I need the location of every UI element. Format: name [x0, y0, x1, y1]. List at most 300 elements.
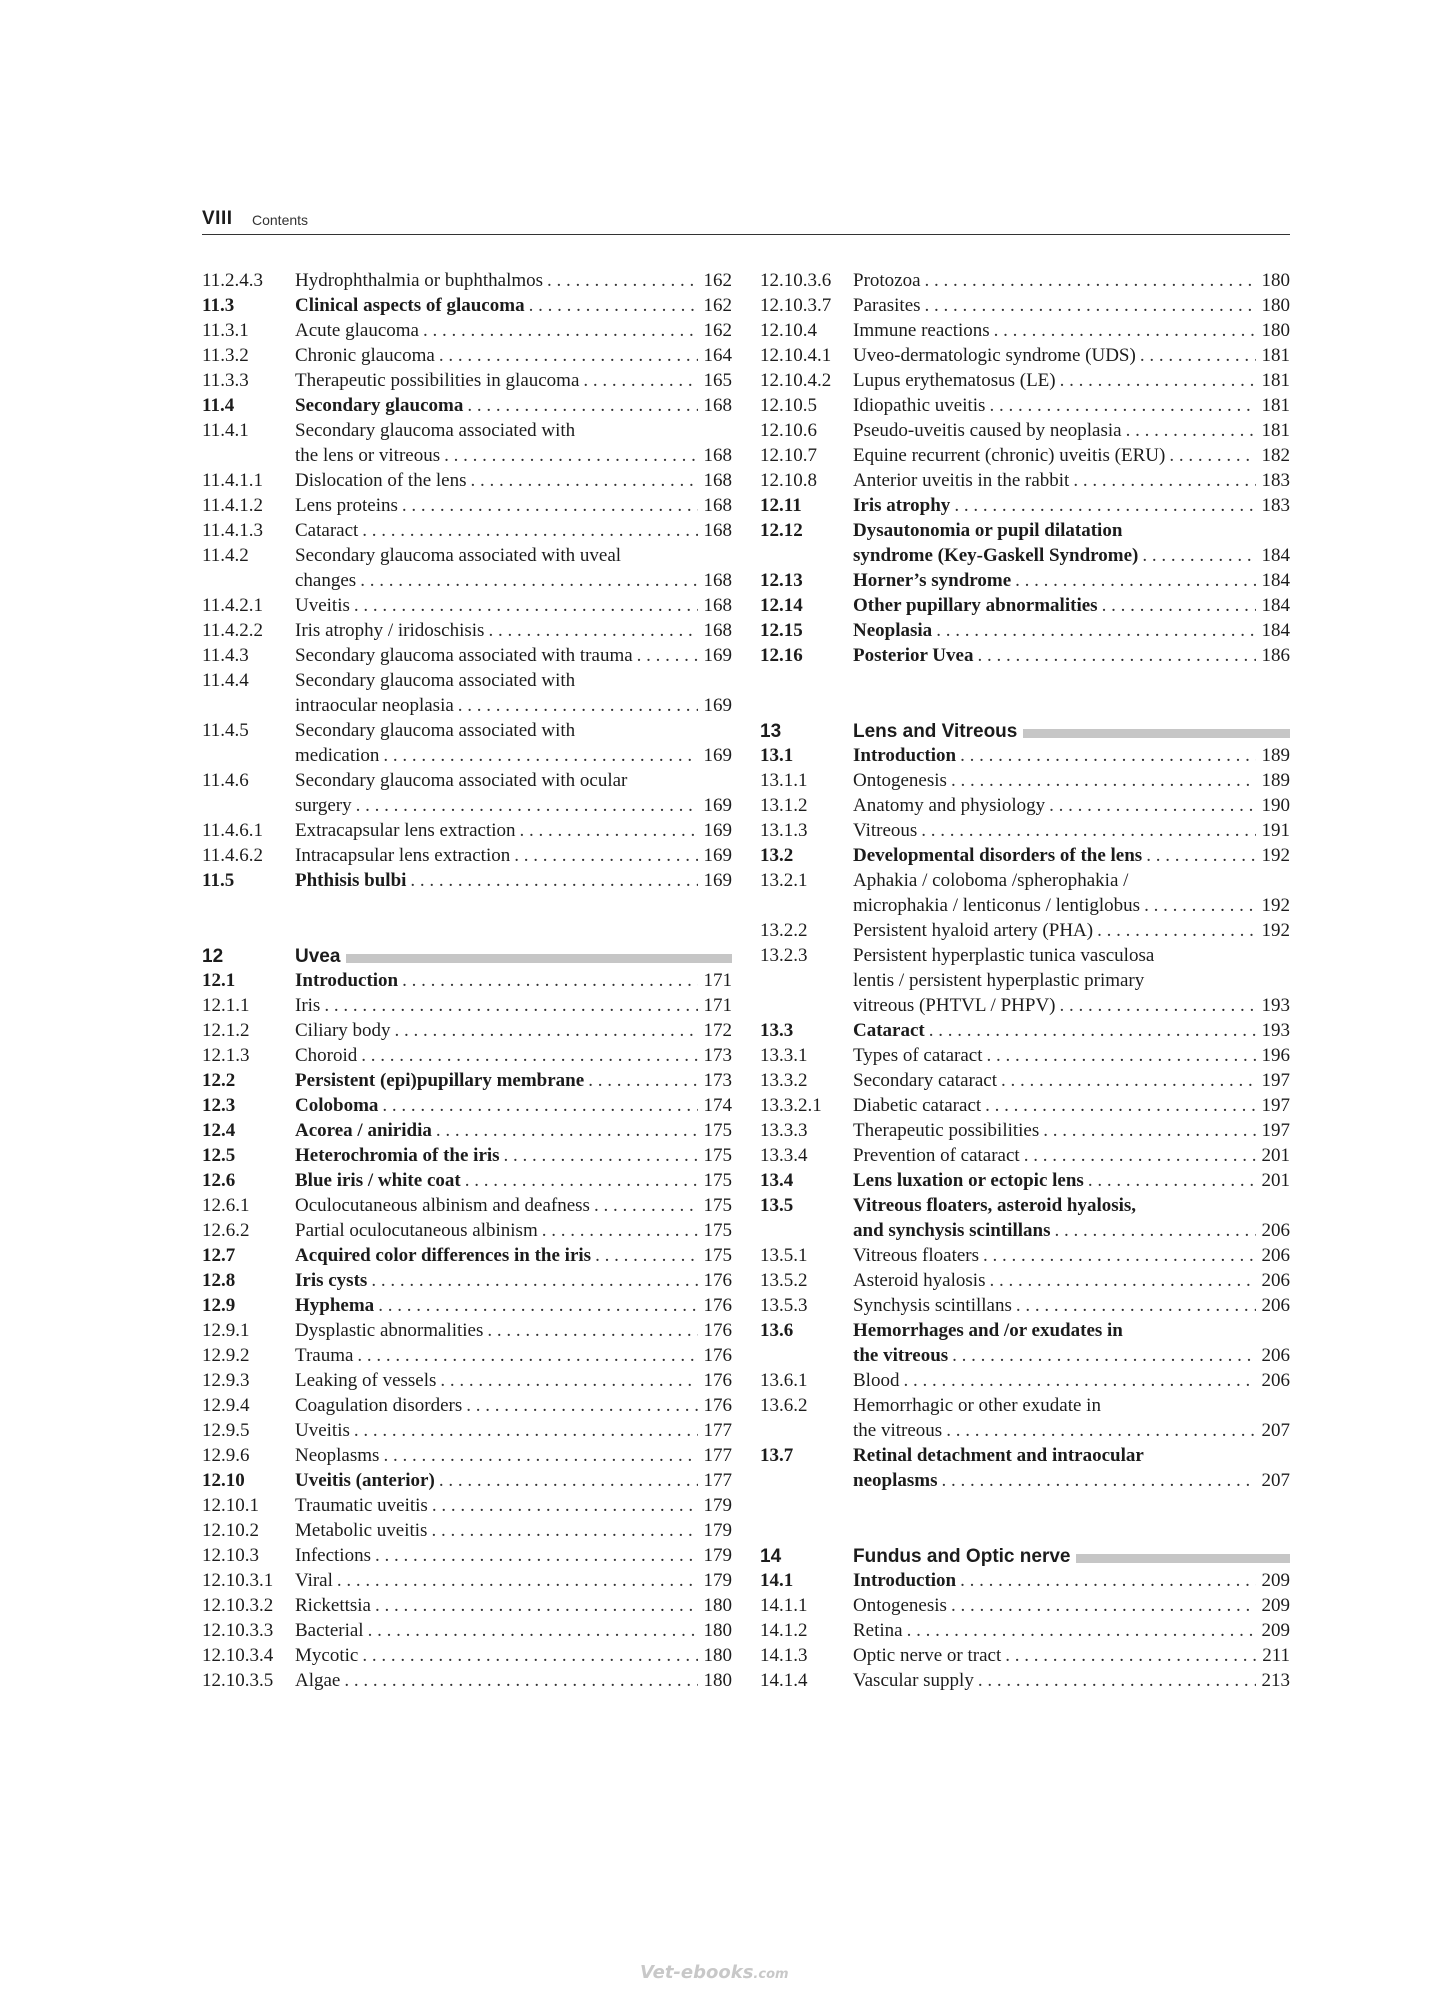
page-number: 207 — [1261, 1470, 1290, 1491]
entry-text — [295, 1468, 732, 1493]
dot-leader — [977, 643, 1256, 668]
entry-title: Vitreous floaters, asteroid hyalosis, — [853, 1195, 1137, 1216]
toc-entry — [202, 318, 732, 343]
entry-number: 13.5.1 — [760, 1245, 808, 1266]
entry-text — [295, 418, 732, 468]
entry-title: Hemorrhages and /or exudates in — [853, 1320, 1123, 1341]
entry-line — [295, 1618, 732, 1643]
entry-text — [295, 1243, 732, 1268]
entry-title: Traumatic uveitis — [295, 1495, 428, 1516]
dot-leader — [356, 793, 698, 818]
entry-line — [853, 1118, 1290, 1143]
entry-text — [853, 1243, 1290, 1268]
entry-title: Dislocation of the lens — [295, 470, 467, 491]
entry-title: Parasites — [853, 295, 921, 316]
page-number: 177 — [703, 1420, 732, 1441]
entry-number: 12.9 — [202, 1295, 236, 1316]
entry-line — [295, 1118, 732, 1143]
page-number: 173 — [703, 1070, 732, 1091]
dot-leader — [1097, 918, 1256, 943]
entry-number: 12.8 — [202, 1270, 236, 1291]
entry-number: 11.4.1.3 — [202, 520, 264, 541]
page-number: 179 — [703, 1495, 732, 1516]
entry-text — [853, 468, 1290, 493]
entry-title: Other pupillary abnormalities — [853, 595, 1098, 616]
page-number: 172 — [703, 1020, 732, 1041]
toc-entry — [760, 818, 1290, 843]
page-number: 189 — [1261, 770, 1290, 791]
toc-entry — [202, 1118, 732, 1143]
toc-entry — [760, 868, 1290, 918]
entry-title: microphakia / lenticonus / lentiglobus — [853, 895, 1141, 916]
entry-number: 12.10.3.2 — [202, 1595, 274, 1616]
entry-title: Hydrophthalmia or buphthalmos — [295, 270, 544, 291]
entry-line — [295, 468, 732, 493]
entry-title: Synchysis scintillans — [853, 1295, 1012, 1316]
chapter-number: 12 — [202, 946, 224, 967]
entry-number: 11.3.2 — [202, 345, 249, 366]
entry-line — [853, 1418, 1290, 1443]
entry-number: 13.5.2 — [760, 1270, 808, 1291]
page-number: 175 — [703, 1145, 732, 1166]
entry-text — [295, 1168, 732, 1193]
entry-line — [295, 1368, 732, 1393]
entry-line — [853, 843, 1290, 868]
toc-entry — [760, 268, 1290, 293]
toc-entry — [202, 343, 732, 368]
dot-leader — [423, 318, 698, 343]
entry-line — [295, 443, 732, 468]
chapter-number: 14 — [760, 1546, 782, 1567]
entry-line — [853, 893, 1290, 918]
toc-entry — [760, 443, 1290, 468]
page-number: 179 — [703, 1545, 732, 1566]
entry-text — [853, 393, 1290, 418]
entry-text — [295, 1368, 732, 1393]
page-number: 197 — [1261, 1070, 1290, 1091]
entry-text — [853, 768, 1290, 793]
entry-title: Phthisis bulbi — [295, 870, 407, 891]
entry-line — [853, 1568, 1290, 1593]
dot-leader — [1005, 1643, 1256, 1668]
entry-title: Extracapsular lens extraction — [295, 820, 516, 841]
entry-number: 12.1.2 — [202, 1020, 250, 1041]
entry-number: 13.3.1 — [760, 1045, 808, 1066]
dot-leader — [371, 1268, 698, 1293]
entry-text — [295, 493, 732, 518]
page-number: 209 — [1261, 1595, 1290, 1616]
dot-leader — [941, 1468, 1256, 1493]
toc-entry — [760, 568, 1290, 593]
page-number: 173 — [703, 1045, 732, 1066]
dot-leader — [1169, 443, 1256, 468]
entry-number: 13.6.2 — [760, 1395, 808, 1416]
entry-title: Secondary glaucoma associated with ocular — [295, 770, 628, 791]
entry-line — [295, 968, 732, 993]
page-number: 211 — [1262, 1645, 1290, 1666]
entry-text — [295, 768, 732, 818]
entry-line — [295, 1043, 732, 1068]
page-number: 181 — [1261, 420, 1290, 441]
page-number: 179 — [703, 1520, 732, 1541]
entry-number: 12.14 — [760, 595, 803, 616]
entry-text — [295, 993, 732, 1018]
entry-text — [295, 1568, 732, 1593]
toc-entry — [202, 1218, 732, 1243]
entry-title: Immune reactions — [853, 320, 990, 341]
dot-leader — [1102, 593, 1256, 618]
dot-leader — [520, 818, 698, 843]
entry-title: the vitreous — [853, 1345, 949, 1366]
entry-line — [853, 293, 1290, 318]
entry-line — [295, 293, 732, 318]
running-head: Contents — [252, 212, 309, 228]
entry-title: Partial oculocutaneous albinism — [295, 1220, 538, 1241]
dot-leader — [952, 1343, 1256, 1368]
entry-line — [295, 368, 732, 393]
toc-entry — [760, 343, 1290, 368]
entry-text — [853, 1643, 1290, 1668]
entry-line — [295, 668, 732, 693]
entry-number: 12.10.3.6 — [760, 270, 832, 291]
entry-title: Introduction — [295, 970, 399, 991]
dot-leader — [357, 1343, 698, 1368]
page-number: 169 — [703, 645, 732, 666]
entry-text — [853, 1118, 1290, 1143]
toc-entry — [760, 1093, 1290, 1118]
entry-text — [295, 1018, 732, 1043]
dot-leader — [378, 1293, 698, 1318]
entry-text — [295, 1218, 732, 1243]
entry-text — [295, 1043, 732, 1068]
entry-text — [295, 718, 732, 768]
entry-text — [295, 1293, 732, 1318]
toc-entry — [202, 868, 732, 893]
chapter-bar — [1023, 729, 1290, 738]
dot-leader — [471, 468, 699, 493]
entry-text — [853, 418, 1290, 443]
entry-number: 13.1.1 — [760, 770, 808, 791]
entry-title: Therapeutic possibilities in glaucoma — [295, 370, 580, 391]
dot-leader — [1024, 1143, 1256, 1168]
dot-leader — [439, 1468, 698, 1493]
entry-text — [295, 1393, 732, 1418]
toc-entry — [202, 1243, 732, 1268]
entry-text — [853, 1668, 1290, 1693]
dot-leader — [907, 1618, 1256, 1643]
entry-number: 12.9.6 — [202, 1445, 250, 1466]
entry-line — [295, 1168, 732, 1193]
toc-entry — [760, 1068, 1290, 1093]
entry-line — [295, 418, 732, 443]
entry-line — [295, 343, 732, 368]
page-number: 184 — [1261, 570, 1290, 591]
entry-title: Secondary glaucoma associated with — [295, 420, 576, 441]
entry-title: Bacterial — [295, 1620, 364, 1641]
entry-number: 12.9.2 — [202, 1345, 250, 1366]
entry-title: Uveitis — [295, 1420, 350, 1441]
entry-line — [295, 1143, 732, 1168]
page-number: 168 — [703, 570, 732, 591]
entry-text — [295, 968, 732, 993]
entry-text — [295, 293, 732, 318]
dot-leader — [1043, 1118, 1256, 1143]
entry-line — [853, 268, 1290, 293]
entry-number: 12.10.3.4 — [202, 1645, 274, 1666]
chapter-title: Lens and Vitreous — [853, 721, 1018, 742]
dot-leader — [1142, 543, 1256, 568]
toc-entry — [202, 1268, 732, 1293]
page-number: 206 — [1261, 1370, 1290, 1391]
dot-leader — [368, 1618, 698, 1643]
toc-entry — [202, 993, 732, 1018]
page-number: 169 — [703, 745, 732, 766]
entry-number: 12.10.4.1 — [760, 345, 832, 366]
dot-leader — [547, 268, 698, 293]
entry-title: Coagulation disorders — [295, 1395, 463, 1416]
dot-leader — [929, 1018, 1256, 1043]
entry-number: 13.1.3 — [760, 820, 808, 841]
entry-number: 13.3.4 — [760, 1145, 808, 1166]
watermark-text: Vet-ebooks — [640, 1962, 754, 1983]
entry-text — [853, 343, 1290, 368]
dot-leader — [951, 768, 1256, 793]
toc-entry — [202, 368, 732, 393]
toc-entry — [202, 718, 732, 768]
toc-entry — [202, 1093, 732, 1118]
toc-entry — [760, 618, 1290, 643]
entry-line — [853, 1193, 1290, 1218]
dot-leader — [983, 1243, 1256, 1268]
page-number: 197 — [1261, 1120, 1290, 1141]
toc-entry — [202, 1518, 732, 1543]
entry-number: 12.9.5 — [202, 1420, 250, 1441]
page-number: 180 — [1261, 270, 1290, 291]
page-number: 182 — [1261, 445, 1290, 466]
entry-line — [295, 868, 732, 893]
toc-entry — [760, 1443, 1290, 1493]
entry-line — [853, 543, 1290, 568]
entry-number: 12.6 — [202, 1170, 236, 1191]
entry-text — [295, 468, 732, 493]
entry-title: Blue iris / white coat — [295, 1170, 461, 1191]
dot-leader — [994, 318, 1256, 343]
entry-title: and synchysis scintillans — [853, 1220, 1051, 1241]
toc-entry — [202, 1568, 732, 1593]
entry-number: 12.5 — [202, 1145, 236, 1166]
entry-line — [295, 518, 732, 543]
page-number: 169 — [703, 845, 732, 866]
entry-title: Posterior Uvea — [853, 645, 974, 666]
entry-text — [853, 318, 1290, 343]
entry-title: Retinal detachment and intraocular — [853, 1445, 1144, 1466]
entry-title: Mycotic — [295, 1645, 359, 1666]
entry-text — [295, 268, 732, 293]
toc-entry — [202, 493, 732, 518]
entry-line — [295, 1343, 732, 1368]
entry-title: Ontogenesis — [853, 1595, 947, 1616]
toc-entry — [760, 1243, 1290, 1268]
page-number: 164 — [703, 345, 732, 366]
dot-leader — [444, 443, 698, 468]
entry-text — [853, 368, 1290, 393]
page-number: 183 — [1261, 470, 1290, 491]
toc-entry — [202, 1443, 732, 1468]
entry-line — [295, 1668, 732, 1693]
entry-text — [853, 1268, 1290, 1293]
page-number: 209 — [1261, 1570, 1290, 1591]
entry-text — [853, 843, 1290, 868]
toc-entry — [202, 1193, 732, 1218]
entry-number: 13.2 — [760, 845, 794, 866]
entry-text — [295, 818, 732, 843]
page-number: 177 — [703, 1445, 732, 1466]
page-number: 168 — [703, 445, 732, 466]
entry-title: Dysautonomia or pupil dilatation — [853, 520, 1123, 541]
entry-line — [853, 1043, 1290, 1068]
entry-text — [295, 543, 732, 593]
entry-title: Retina — [853, 1620, 903, 1641]
entry-text — [295, 1543, 732, 1568]
entry-line — [853, 968, 1290, 993]
dot-leader — [960, 743, 1256, 768]
entry-number: 12.6.2 — [202, 1220, 250, 1241]
entry-text — [295, 668, 732, 718]
entry-title: Introduction — [853, 745, 957, 766]
page-number: 175 — [703, 1195, 732, 1216]
entry-title: Trauma — [295, 1345, 354, 1366]
dot-leader — [951, 1593, 1256, 1618]
page-number: 189 — [1261, 745, 1290, 766]
entry-text — [853, 1318, 1290, 1368]
page-number: 193 — [1261, 995, 1290, 1016]
dot-leader — [467, 393, 698, 418]
entry-title: Neoplasia — [853, 620, 933, 641]
entry-title: intraocular neoplasia — [295, 695, 454, 716]
toc-entry — [202, 1043, 732, 1068]
dot-leader — [344, 1668, 698, 1693]
page-number: 169 — [703, 870, 732, 891]
toc-entry — [760, 1193, 1290, 1243]
toc-entry — [760, 318, 1290, 343]
entry-line — [853, 393, 1290, 418]
dot-leader — [488, 618, 698, 643]
entry-number: 11.4.4 — [202, 670, 249, 691]
page-number: 176 — [703, 1320, 732, 1341]
entry-number: 12.3 — [202, 1095, 236, 1116]
entry-title: Secondary cataract — [853, 1070, 997, 1091]
chapter-heading — [760, 718, 1290, 743]
entry-line — [853, 318, 1290, 343]
entry-line — [853, 493, 1290, 518]
page-number: 191 — [1261, 820, 1290, 841]
entry-number: 11.4.3 — [202, 645, 249, 666]
page-header — [202, 208, 1290, 234]
entry-line — [295, 618, 732, 643]
entry-line — [295, 843, 732, 868]
page-number: 168 — [703, 595, 732, 616]
dot-leader — [1049, 793, 1256, 818]
toc-entry — [202, 1343, 732, 1368]
entry-number: 14.1.4 — [760, 1670, 808, 1691]
entry-text — [295, 318, 732, 343]
entry-text — [295, 1643, 732, 1668]
entry-line — [853, 1093, 1290, 1118]
entry-number: 11.4.2 — [202, 545, 249, 566]
entry-number: 13.5 — [760, 1195, 794, 1216]
page-number: 180 — [703, 1620, 732, 1641]
dot-leader — [432, 1493, 698, 1518]
entry-title: Anterior uveitis in the rabbit — [853, 470, 1070, 491]
toc-entry — [202, 1418, 732, 1443]
entry-line — [853, 1443, 1290, 1468]
entry-line — [295, 693, 732, 718]
entry-number: 12.1.3 — [202, 1045, 250, 1066]
entry-text — [295, 393, 732, 418]
chapter-bar — [1076, 1554, 1290, 1563]
page-number: 169 — [703, 820, 732, 841]
toc-entry — [202, 1493, 732, 1518]
entry-line — [853, 1343, 1290, 1368]
entry-line — [295, 768, 732, 793]
entry-line — [295, 1393, 732, 1418]
entry-title: Leaking of vessels — [295, 1370, 437, 1391]
entry-title: changes — [295, 570, 357, 591]
toc-entry — [202, 418, 732, 468]
entry-number: 14.1 — [760, 1570, 794, 1591]
entry-number: 11.4.5 — [202, 720, 249, 741]
entry-number: 13.3 — [760, 1020, 794, 1041]
entry-number: 11.4.1.1 — [202, 470, 264, 491]
entry-line — [295, 1543, 732, 1568]
entry-text — [853, 1293, 1290, 1318]
entry-title: Uveitis (anterior) — [295, 1470, 435, 1491]
entry-line — [295, 718, 732, 743]
entry-number: 12.10 — [202, 1470, 245, 1491]
entry-title: Clinical aspects of glaucoma — [295, 295, 525, 316]
entry-title: Choroid — [295, 1045, 358, 1066]
entry-title: Coloboma — [295, 1095, 379, 1116]
toc-entry — [760, 518, 1290, 568]
entry-title: Developmental disorders of the lens — [853, 845, 1143, 866]
entry-line — [853, 418, 1290, 443]
dot-leader — [1088, 1168, 1256, 1193]
entry-text — [853, 918, 1290, 943]
entry-number: 14.1.2 — [760, 1620, 808, 1641]
page-number: 180 — [1261, 320, 1290, 341]
entry-title: Persistent (epi)pupillary membrane — [295, 1070, 585, 1091]
entry-text — [853, 1143, 1290, 1168]
page-number: 209 — [1261, 1620, 1290, 1641]
entry-title: Secondary glaucoma associated with trauma — [295, 645, 633, 666]
entry-title: Lupus erythematosus (LE) — [853, 370, 1056, 391]
dot-leader — [588, 1068, 698, 1093]
entry-title: medication — [295, 745, 380, 766]
entry-text — [853, 1168, 1290, 1193]
entry-title: Iris atrophy / iridoschisis — [295, 620, 485, 641]
watermark-suffix: .com — [753, 1967, 789, 1982]
toc-entry — [760, 843, 1290, 868]
entry-number: 12.10.8 — [760, 470, 817, 491]
entry-line — [853, 468, 1290, 493]
entry-text — [853, 1043, 1290, 1068]
dot-leader — [960, 1568, 1256, 1593]
toc-entry — [202, 668, 732, 718]
toc-entry — [760, 293, 1290, 318]
dot-leader — [637, 643, 698, 668]
entry-number: 11.3.3 — [202, 370, 249, 391]
page-number: 168 — [703, 520, 732, 541]
